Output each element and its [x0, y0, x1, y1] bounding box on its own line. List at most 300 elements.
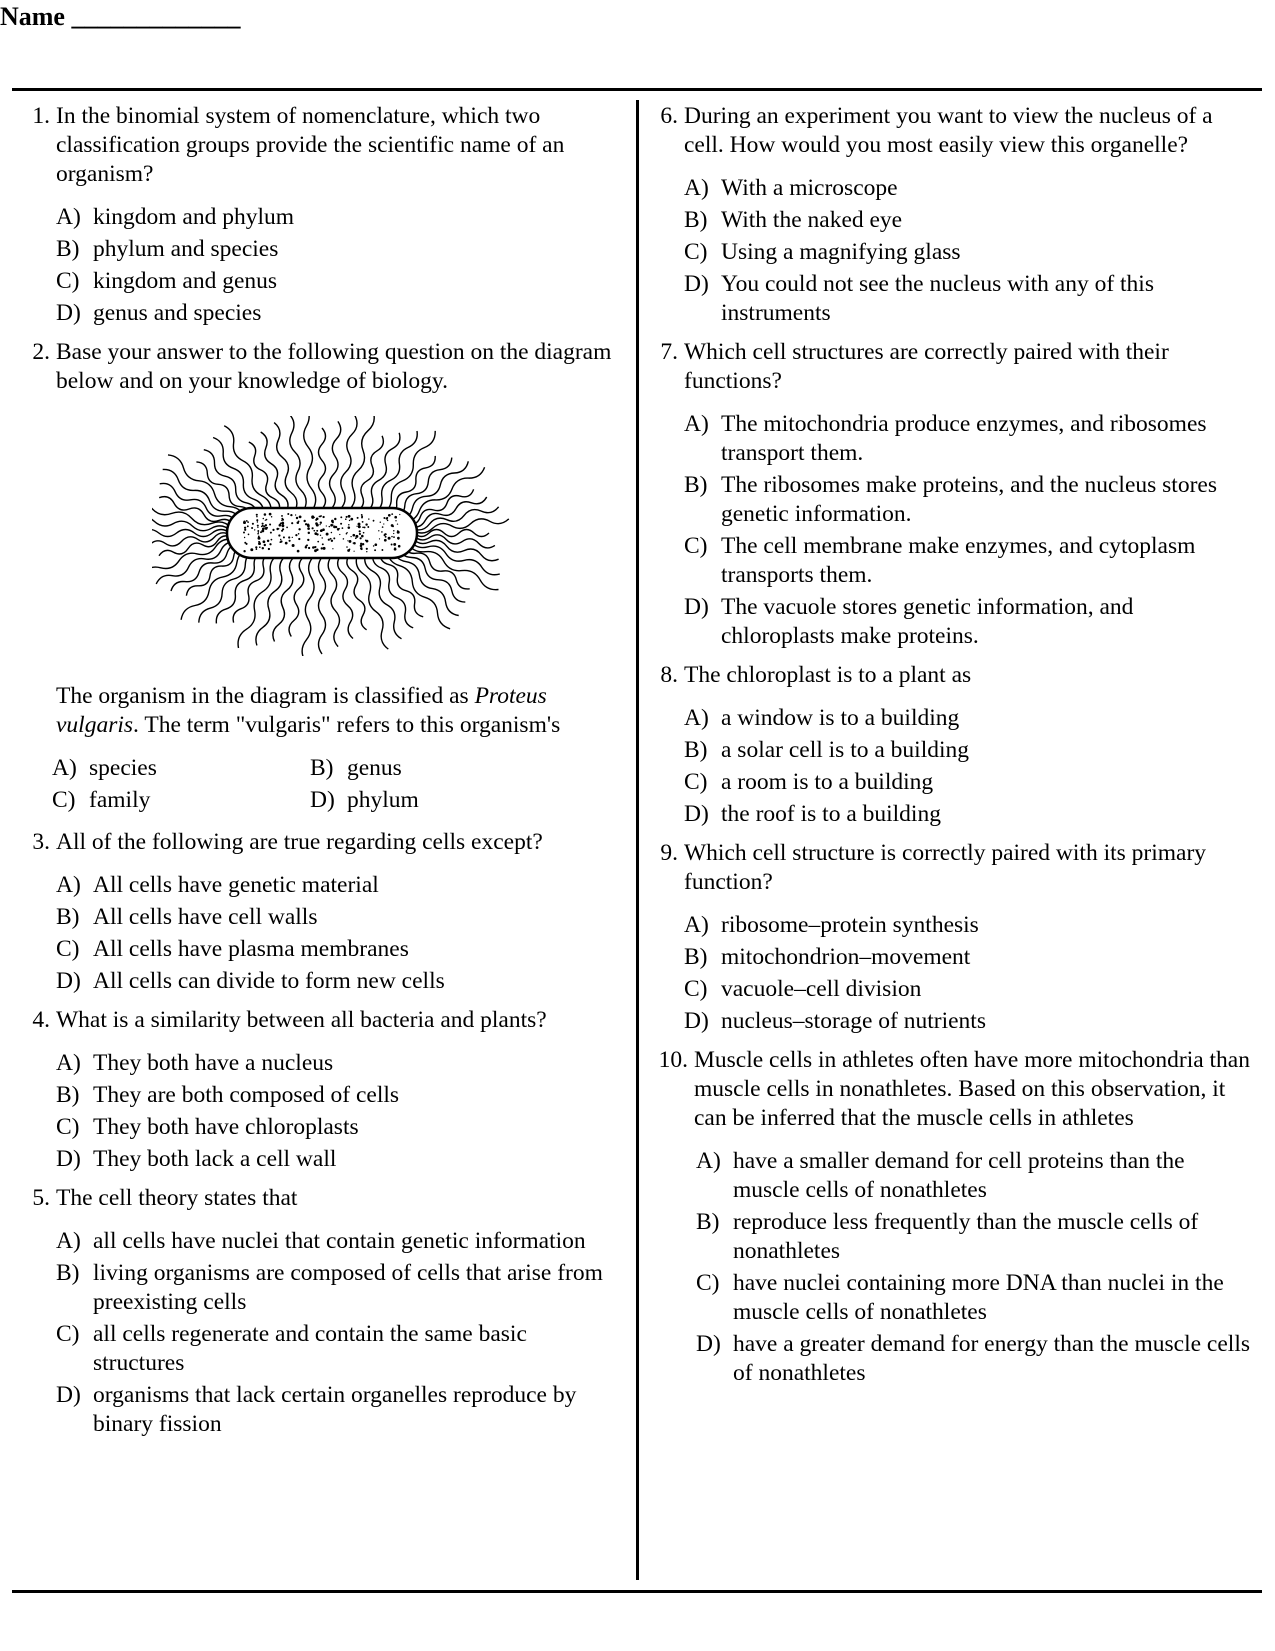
- choice-label: A): [56, 1228, 81, 1254]
- stipple-dot: [328, 539, 330, 541]
- stipple-dot: [388, 537, 391, 540]
- stipple-dot: [321, 537, 322, 538]
- answer-choices: [22, 203, 622, 328]
- choice-text: They are both composed of cells: [93, 1082, 400, 1108]
- stipple-dot: [323, 547, 326, 550]
- choice-label: D): [56, 1146, 81, 1172]
- choice-label: B): [684, 207, 708, 233]
- stipple-dot: [350, 518, 353, 521]
- stipple-dot: [346, 533, 348, 535]
- stipple-dot: [343, 538, 345, 540]
- flagellum: [289, 557, 304, 637]
- caption-text: . The term "vulgaris" refers to this organism's: [133, 712, 561, 738]
- flagellum: [349, 416, 375, 510]
- stipple-dot: [361, 514, 363, 516]
- choice-text: living organisms are composed of cells that arise from preexisting cells: [93, 1260, 603, 1315]
- stipple-dot: [292, 537, 293, 538]
- stipple-dot: [244, 537, 245, 538]
- stipple-dot: [350, 536, 351, 537]
- choice-label: D): [684, 594, 709, 620]
- stipple-dot: [391, 544, 393, 546]
- flagellum: [152, 530, 230, 537]
- stipple-dot: [331, 532, 333, 534]
- choice-text: kingdom and phylum: [93, 204, 295, 230]
- choice-label: C): [56, 268, 80, 294]
- name-field-label: Name _____________: [0, 2, 241, 31]
- choice-d[interactable]: [684, 1007, 1250, 1036]
- stipple-dot: [263, 518, 265, 520]
- stipple-dot: [349, 520, 351, 522]
- stipple-dot: [257, 521, 258, 522]
- stipple-dot: [260, 531, 262, 533]
- choice-c[interactable]: [684, 768, 1250, 797]
- flagellum: [330, 421, 341, 509]
- stipple-dot: [316, 530, 318, 532]
- bacterium-diagram: [152, 416, 512, 656]
- choice-label: C): [684, 769, 708, 795]
- stipple-dot: [348, 524, 350, 526]
- stipple-dot: [291, 522, 293, 524]
- choice-text: have a smaller demand for cell proteins than the muscle cells of nonathletes: [733, 1148, 1185, 1203]
- choice-label: A): [684, 411, 709, 437]
- stipple-dot: [247, 525, 249, 527]
- question-stem: Muscle cells in athletes often have more mitochondria than muscle cells in nonathletes. Based on this observation, it can be inferred that the muscle cells in athletes: [694, 1047, 1250, 1131]
- flagellum: [380, 552, 423, 617]
- flagellum: [199, 550, 257, 623]
- stipple-dot: [316, 524, 319, 527]
- choice-text: phylum and species: [93, 236, 279, 262]
- choice-a[interactable]: [684, 174, 1250, 203]
- flagellum: [273, 556, 295, 642]
- stipple-dot: [349, 540, 352, 543]
- stipple-dot: [373, 520, 375, 522]
- flagellum: [399, 546, 466, 602]
- stipple-dot: [305, 523, 307, 525]
- stipple-dot: [397, 523, 398, 524]
- choice-label: C): [684, 976, 708, 1002]
- flagellum: [302, 557, 314, 656]
- stipple-dot: [254, 529, 255, 530]
- choice-a[interactable]: [696, 1147, 1250, 1205]
- stipple-dot: [258, 532, 259, 533]
- stipple-dot: [264, 544, 266, 546]
- choice-d[interactable]: [684, 593, 1250, 651]
- stipple-dot: [384, 534, 386, 536]
- choice-text: They both lack a cell wall: [93, 1146, 337, 1172]
- choice-label: B): [56, 1082, 80, 1108]
- stipple-dot: [316, 549, 319, 552]
- choice-c[interactable]: [696, 1269, 1250, 1327]
- choice-text: The vacuole stores genetic information, and chloroplasts make proteins.: [721, 594, 1134, 649]
- stipple-dot: [347, 540, 348, 541]
- choice-d[interactable]: [684, 270, 1250, 328]
- choice-text: The cell membrane make enzymes, and cytoplasm transports them.: [721, 533, 1196, 588]
- choice-text: all cells have nuclei that contain genetic information: [93, 1228, 586, 1254]
- question-number: 8.: [660, 662, 678, 688]
- question-number: 3.: [32, 829, 50, 855]
- stipple-dot: [307, 527, 310, 530]
- question-9: [650, 839, 1250, 1036]
- choice-a[interactable]: [684, 410, 1250, 468]
- stipple-dot: [295, 534, 297, 536]
- choice-b[interactable]: [684, 736, 1250, 765]
- stipple-dot: [250, 548, 253, 551]
- stipple-dot: [269, 523, 271, 525]
- flagellum: [407, 489, 474, 524]
- stipple-dot: [330, 538, 332, 540]
- bottom-rule: [12, 1590, 1262, 1593]
- stipple-dot: [385, 536, 387, 538]
- stipple-dot: [257, 525, 259, 527]
- stipple-dot: [398, 538, 399, 539]
- stipple-dot: [393, 536, 395, 538]
- flagellum: [403, 544, 470, 589]
- choice-b[interactable]: [696, 1208, 1250, 1266]
- diagram-caption: [22, 682, 622, 740]
- caption-text: The organism in the diagram is classified as: [56, 683, 475, 709]
- stipple-dot: [381, 531, 383, 533]
- choice-text: a solar cell is to a building: [721, 737, 970, 763]
- choice-c[interactable]: [56, 1113, 622, 1142]
- choice-label: A): [56, 204, 81, 230]
- choice-label: C): [52, 787, 76, 813]
- stipple-dot: [297, 550, 300, 553]
- question-number: 9.: [660, 840, 678, 866]
- choice-c[interactable]: [56, 267, 622, 296]
- stipple-dot: [320, 522, 322, 524]
- choice-c[interactable]: [684, 532, 1250, 590]
- stipple-dot: [393, 530, 395, 532]
- stipple-dot: [348, 515, 351, 518]
- answer-choices: [650, 704, 1250, 829]
- stipple-dot: [248, 534, 250, 536]
- stipple-dot: [247, 521, 249, 523]
- choice-a[interactable]: [56, 1049, 622, 1078]
- choice-text: have a greater demand for energy than the muscle cells of nonathletes: [733, 1331, 1250, 1386]
- question-number: 4.: [32, 1007, 50, 1033]
- stipple-dot: [331, 540, 333, 542]
- species-name: Proteus vulgaris: [56, 683, 547, 738]
- stipple-dot: [391, 536, 392, 537]
- choice-text: They both have a nucleus: [93, 1050, 334, 1076]
- choice-label: C): [56, 1114, 80, 1140]
- stipple-dot: [308, 547, 310, 549]
- stipple-dot: [285, 542, 288, 545]
- choice-d[interactable]: [56, 967, 622, 996]
- choice-a[interactable]: [684, 911, 1250, 940]
- answer-choices: [22, 754, 622, 818]
- choice-d[interactable]: [56, 1145, 622, 1174]
- stipple-dot: [306, 544, 308, 546]
- stipple-dot: [357, 517, 359, 519]
- stipple-dot: [379, 538, 380, 539]
- stipple-dot: [256, 548, 258, 550]
- stipple-dot: [349, 549, 351, 551]
- choice-a[interactable]: [56, 1227, 622, 1256]
- question-stem: Which cell structure is correctly paired with its primary function?: [684, 840, 1207, 895]
- choice-c[interactable]: [52, 786, 310, 815]
- stipple-dot: [282, 519, 284, 521]
- flagellum: [328, 557, 339, 647]
- choice-text: Using a magnifying glass: [721, 239, 961, 265]
- answer-choices: [650, 1147, 1250, 1388]
- stipple-dot: [290, 514, 292, 516]
- choice-c[interactable]: [56, 935, 622, 964]
- stipple-dot: [243, 531, 245, 533]
- stipple-dot: [262, 523, 264, 525]
- stipple-dot: [363, 532, 365, 534]
- choice-label: D): [56, 968, 81, 994]
- stipple-dot: [298, 533, 300, 535]
- stipple-dot: [362, 543, 364, 545]
- choice-text: The ribosomes make proteins, and the nucleus stores genetic information.: [721, 472, 1217, 527]
- stipple-dot: [265, 524, 267, 526]
- choice-a[interactable]: [684, 704, 1250, 733]
- question-number: 7.: [660, 339, 678, 365]
- choice-label: D): [684, 271, 709, 297]
- stipple-dot: [391, 524, 394, 527]
- stipple-dot: [368, 518, 369, 519]
- choice-label: B): [56, 904, 80, 930]
- stipple-dot: [398, 545, 401, 548]
- choice-d[interactable]: [684, 800, 1250, 829]
- stipple-dot: [264, 513, 267, 516]
- stipple-dot: [308, 532, 310, 534]
- choice-b[interactable]: [684, 471, 1250, 529]
- choice-label: B): [684, 944, 708, 970]
- choice-text: a window is to a building: [721, 705, 960, 731]
- stipple-dot: [329, 526, 330, 527]
- question-stem: The chloroplast is to a plant as: [684, 662, 972, 688]
- choice-a[interactable]: [56, 203, 622, 232]
- stipple-dot: [243, 521, 246, 524]
- question-7: [650, 338, 1250, 651]
- choice-text: With a microscope: [721, 175, 898, 201]
- choice-label: A): [684, 175, 709, 201]
- choice-d[interactable]: [56, 1381, 622, 1439]
- choice-text: All cells can divide to form new cells: [93, 968, 445, 994]
- stipple-dot: [304, 520, 306, 522]
- flagellum: [357, 436, 383, 511]
- flagellum: [412, 538, 498, 561]
- flagellum: [407, 542, 499, 589]
- flagellum: [387, 550, 450, 629]
- flagellum: [152, 502, 232, 528]
- stipple-dot: [345, 518, 347, 520]
- stipple-dot: [272, 529, 274, 531]
- stipple-dot: [280, 539, 281, 540]
- stipple-dot: [298, 528, 300, 530]
- stipple-dot: [364, 526, 366, 528]
- stipple-dot: [361, 535, 364, 538]
- stipple-dot: [391, 513, 393, 515]
- stipple-dot: [352, 534, 355, 537]
- flagellum: [319, 428, 326, 509]
- choice-b[interactable]: [684, 943, 1250, 972]
- stipple-dot: [262, 527, 265, 530]
- stipple-dot: [251, 527, 253, 529]
- flagellum: [274, 423, 297, 510]
- choice-text: All cells have plasma membranes: [93, 936, 409, 962]
- stipple-dot: [355, 535, 358, 538]
- stipple-dot: [246, 520, 248, 522]
- stipple-dot: [374, 543, 377, 546]
- stipple-dot: [394, 547, 396, 549]
- question-number: 10.: [658, 1047, 688, 1073]
- stipple-dot: [317, 541, 319, 543]
- stipple-dot: [383, 523, 384, 524]
- stipple-dot: [269, 513, 272, 516]
- question-1: [22, 102, 622, 328]
- choice-text: They both have chloroplasts: [93, 1114, 359, 1140]
- question-stem: Base your answer to the following question on the diagram below and on your knowledge of biology.: [56, 339, 612, 394]
- choice-label: B): [56, 236, 80, 262]
- stipple-dot: [397, 531, 400, 534]
- choice-label: C): [696, 1270, 720, 1296]
- stipple-dot: [269, 543, 271, 545]
- stipple-dot: [384, 539, 387, 542]
- stipple-dot: [298, 538, 300, 540]
- stipple-dot: [283, 537, 284, 538]
- choice-c[interactable]: [684, 238, 1250, 267]
- stipple-dot: [270, 532, 272, 534]
- flagellum: [160, 483, 237, 523]
- stipple-dot: [361, 517, 363, 519]
- stipple-dot: [339, 534, 340, 535]
- question-number: 6.: [660, 103, 678, 129]
- stipple-dot: [380, 521, 381, 522]
- stipple-dot: [381, 549, 383, 551]
- stipple-dot: [305, 546, 308, 549]
- stipple-dot: [399, 514, 400, 515]
- question-stem: What is a similarity between all bacteria and plants?: [56, 1007, 547, 1033]
- stipple-dot: [360, 537, 362, 539]
- stipple-dot: [374, 549, 376, 551]
- stipple-dot: [252, 523, 254, 525]
- choice-b[interactable]: [56, 1259, 622, 1317]
- answer-choices: [22, 1227, 622, 1439]
- choice-label: A): [684, 705, 709, 731]
- question-3: [22, 828, 622, 996]
- answer-choices: [650, 410, 1250, 651]
- choice-text: With the naked eye: [721, 207, 903, 233]
- choice-d[interactable]: [310, 786, 568, 815]
- choice-text: all cells regenerate and contain the same basic structures: [93, 1321, 527, 1376]
- stipple-dot: [315, 546, 316, 547]
- stipple-dot: [332, 548, 333, 549]
- choice-text: You could not see the nucleus with any of this instruments: [721, 271, 1154, 326]
- stipple-dot: [281, 524, 284, 527]
- stipple-dot: [331, 520, 334, 523]
- choice-c[interactable]: [56, 1320, 622, 1378]
- stipple-dot: [258, 537, 261, 540]
- stipple-dot: [332, 524, 333, 525]
- choice-d[interactable]: [696, 1330, 1250, 1388]
- stipple-dot: [340, 523, 342, 525]
- stipple-dot: [367, 526, 369, 528]
- choice-label: A): [696, 1148, 721, 1174]
- stipple-dot: [287, 513, 289, 515]
- stipple-dot: [333, 537, 335, 539]
- choice-text: genus and species: [93, 300, 262, 326]
- choice-text: All cells have genetic material: [93, 872, 379, 898]
- stipple-dot: [279, 525, 281, 527]
- stipple-dot: [262, 525, 264, 527]
- choice-text: vacuole–cell division: [721, 976, 922, 1002]
- choice-b[interactable]: [56, 1081, 622, 1110]
- stipple-dot: [315, 519, 317, 521]
- question-2: [22, 338, 622, 818]
- stipple-dot: [395, 520, 396, 521]
- stipple-dot: [319, 524, 320, 525]
- choice-b[interactable]: [56, 903, 622, 932]
- stipple-dot: [246, 543, 247, 544]
- choice-text: organisms that lack certain organelles reproduce by binary fission: [93, 1382, 577, 1437]
- choice-text: reproduce less frequently than the muscle cells of nonathletes: [733, 1209, 1199, 1264]
- stipple-dot: [346, 516, 348, 518]
- choice-a[interactable]: [52, 754, 310, 783]
- question-10: [650, 1046, 1250, 1388]
- stipple-dot: [393, 543, 396, 546]
- flagellum: [373, 431, 417, 513]
- top-rule: [12, 88, 1262, 91]
- choice-label: C): [684, 533, 708, 559]
- choice-d[interactable]: [56, 299, 622, 328]
- stipple-dot: [362, 521, 364, 523]
- stipple-dot: [316, 533, 318, 535]
- stipple-dot: [259, 546, 261, 548]
- column-divider: [636, 100, 639, 1580]
- stipple-dot: [281, 522, 284, 525]
- stipple-dot: [286, 527, 288, 529]
- stipple-dot: [333, 526, 336, 529]
- choice-label: B): [696, 1209, 720, 1235]
- choice-label: B): [56, 1260, 80, 1286]
- stipple-dot: [383, 517, 385, 519]
- choice-label: D): [56, 300, 81, 326]
- flagellum: [233, 553, 271, 623]
- choice-label: A): [52, 755, 77, 781]
- stipple-dot: [256, 519, 258, 521]
- question-stem: Which cell structures are correctly paired with their functions?: [684, 339, 1169, 394]
- stipple-dot: [373, 545, 374, 546]
- stipple-dot: [366, 540, 369, 543]
- choice-text: phylum: [347, 787, 419, 813]
- choice-text: mitochondrion–movement: [721, 944, 971, 970]
- choice-text: ribosome–protein synthesis: [721, 912, 979, 938]
- choice-label: C): [56, 936, 80, 962]
- stipple-dot: [266, 527, 268, 529]
- stipple-dot: [342, 527, 344, 529]
- choice-text: a room is to a building: [721, 769, 934, 795]
- choice-c[interactable]: [684, 975, 1250, 1004]
- choice-label: A): [56, 1050, 81, 1076]
- question-8: [650, 661, 1250, 829]
- left-column: [22, 102, 622, 1449]
- choice-a[interactable]: [56, 871, 622, 900]
- question-number: 5.: [32, 1185, 50, 1211]
- choice-b[interactable]: [684, 206, 1250, 235]
- choice-b[interactable]: [56, 235, 622, 264]
- stipple-dot: [244, 527, 246, 529]
- stipple-dot: [312, 527, 314, 529]
- choice-text: genus: [347, 755, 402, 781]
- choice-b[interactable]: [310, 754, 568, 783]
- stipple-dot: [299, 516, 302, 519]
- stipple-dot: [257, 530, 259, 532]
- stipple-dot: [257, 527, 258, 528]
- choice-label: C): [684, 239, 708, 265]
